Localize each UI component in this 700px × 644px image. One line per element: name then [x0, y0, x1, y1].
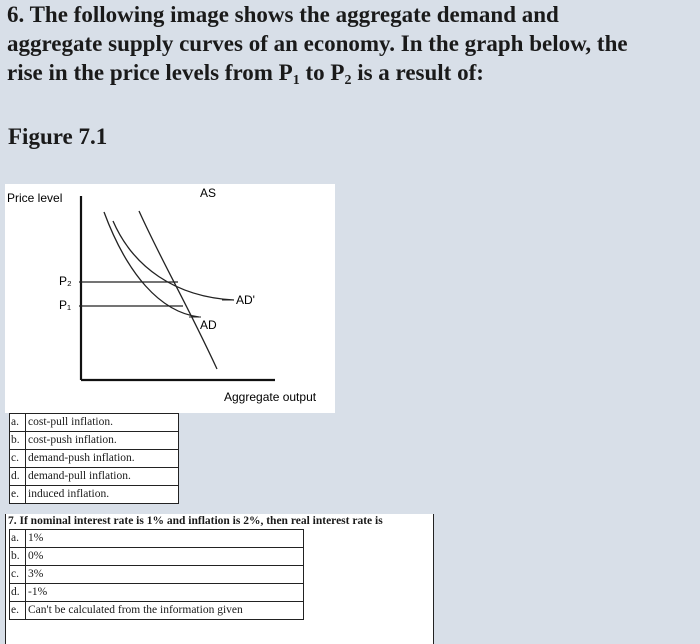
option-text: cost-push inflation. [26, 432, 179, 450]
as-curve [139, 211, 217, 369]
q6-line3-post: is a result of: [351, 60, 484, 85]
q6-line3-pre: rise in the price levels from P [7, 60, 293, 85]
option-text: demand-pull inflation. [26, 468, 179, 486]
ad-as-graph [5, 184, 335, 413]
option-text: induced inflation. [26, 486, 179, 504]
q6-options-table [9, 413, 179, 504]
as-label: AS [200, 186, 217, 200]
y-axis-label: Price level [7, 191, 63, 205]
ad-prime-curve [113, 221, 234, 300]
q7-options-table [9, 529, 304, 620]
q6-option-c[interactable] [10, 450, 179, 468]
q6-line3-mid: to P [299, 60, 345, 85]
option-letter: a. [10, 530, 26, 548]
option-letter: d. [10, 468, 26, 486]
p1-subscript: 1 [292, 73, 300, 88]
question-6-text [7, 0, 700, 87]
option-text: 3% [26, 566, 304, 584]
ad-curve [104, 212, 199, 317]
option-letter: e. [10, 486, 26, 504]
ad-prime-label: AD' [236, 293, 255, 307]
question-7-text: 7. If nominal interest rate is 1% and inflation is 2%, then real interest rate is [8, 515, 383, 527]
ad-label: AD [200, 318, 217, 332]
option-text: 0% [26, 548, 304, 566]
question-6-line-1: 6. The following image shows the aggregate demand and [7, 2, 559, 27]
option-text: demand-push inflation. [26, 450, 179, 468]
option-text: -1% [26, 584, 304, 602]
question-6-line-3 [7, 58, 700, 87]
q7-option-c[interactable] [10, 566, 304, 584]
option-text: Can't be calculated from the information given [26, 602, 304, 620]
option-text: cost-pull inflation. [26, 414, 179, 432]
option-text: 1% [26, 530, 304, 548]
x-axis-label: Aggregate output [224, 390, 317, 404]
option-letter: c. [10, 566, 26, 584]
q7-option-e[interactable] [10, 602, 304, 620]
q7-option-a[interactable] [10, 530, 304, 548]
q6-option-a[interactable] [10, 414, 179, 432]
q6-option-e[interactable] [10, 486, 179, 504]
option-letter: c. [10, 450, 26, 468]
q6-option-b[interactable] [10, 432, 179, 450]
q6-option-d[interactable] [10, 468, 179, 486]
p2-subscript: 2 [344, 73, 352, 88]
q7-option-d[interactable] [10, 584, 304, 602]
option-letter: b. [10, 548, 26, 566]
question-6-line-2: aggregate supply curves of an economy. In the graph below, the [7, 31, 628, 56]
option-letter: a. [10, 414, 26, 432]
p2-label: P₂ [59, 274, 72, 288]
option-letter: d. [10, 584, 26, 602]
figure-title: Figure 7.1 [8, 124, 108, 149]
p1-label: P₁ [59, 298, 72, 312]
option-letter: b. [10, 432, 26, 450]
graph-svg [5, 184, 335, 413]
option-letter: e. [10, 602, 26, 620]
q7-option-b[interactable] [10, 548, 304, 566]
